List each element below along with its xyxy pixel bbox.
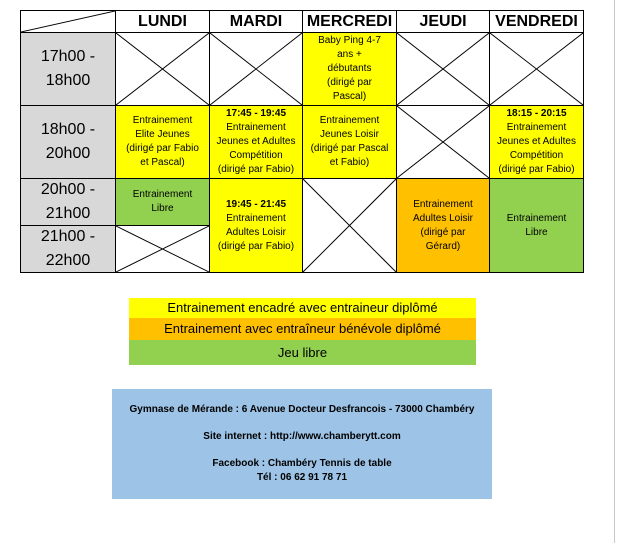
empty-cell-vendredi-17h — [489, 32, 584, 106]
session-line: (dirigé par — [326, 77, 373, 88]
session-adultes-loisir-mardi — [209, 178, 303, 273]
session-line: (dirigé par Fabio) — [498, 164, 575, 175]
day-header-vendredi: VENDREDI — [489, 10, 584, 33]
empty-cell-lundi-21h — [115, 225, 210, 273]
time-slot-20h — [20, 178, 116, 226]
day-header-lundi: LUNDI — [115, 10, 210, 33]
session-line: Jeunes et Adultes — [497, 136, 576, 147]
session-line: Entrainement — [132, 115, 193, 126]
day-header-jeudi: JEUDI — [396, 10, 490, 33]
time-end: 20h00 — [45, 145, 91, 162]
session-baby-ping — [302, 32, 397, 106]
cross-mark — [116, 226, 209, 272]
session-line: (dirigé par Fabio) — [217, 164, 295, 175]
cross-mark — [397, 106, 489, 178]
session-competition-mardi — [209, 105, 303, 179]
corner-cell — [20, 10, 116, 33]
time-start: 17h00 - — [40, 48, 96, 65]
legend-free-play: Jeu libre — [129, 340, 476, 365]
day-header-mardi: MARDI — [209, 10, 303, 33]
empty-cell-jeudi-17h — [396, 32, 490, 106]
session-libre-lundi — [115, 178, 210, 226]
session-line: Entrainement — [226, 212, 286, 224]
session-line: ans + — [337, 49, 362, 60]
session-line: Libre — [525, 226, 548, 238]
session-adultes-loisir-jeudi — [396, 178, 490, 273]
time-start: 20h00 - — [40, 181, 96, 198]
session-line: Compétition — [509, 150, 564, 161]
session-line: Entrainement — [132, 189, 193, 200]
facebook-text: Facebook : Chambéry Tennis de table — [212, 458, 392, 469]
empty-cell-lundi-17h — [115, 32, 210, 106]
session-time: 18:15 - 20:15 — [506, 108, 567, 119]
cross-mark — [490, 33, 583, 105]
cross-mark — [397, 33, 489, 105]
session-line: Elite Jeunes — [135, 129, 190, 140]
session-line: Baby Ping 4-7 — [318, 35, 381, 46]
session-line: Entrainement — [506, 122, 567, 133]
website-link[interactable]: Site internet : http://www.chamberytt.com — [203, 431, 401, 442]
session-line: (dirigé par Fabio — [126, 143, 199, 154]
time-slot-18h — [20, 105, 116, 179]
session-line: Entrainement — [226, 122, 286, 133]
diagonal-line — [21, 11, 115, 32]
time-end: 18h00 — [45, 72, 91, 89]
session-line: (dirigé par — [420, 226, 466, 238]
session-line: Entrainement — [319, 115, 380, 126]
session-line: Entrainement — [413, 198, 473, 210]
cross-mark — [116, 33, 209, 105]
page-edge — [614, 0, 615, 543]
session-time: 17:45 - 19:45 — [225, 108, 287, 119]
phone-text: Tél : 06 62 91 78 71 — [256, 472, 348, 483]
session-line: Jeunes Loisir — [320, 129, 379, 140]
session-line: Pascal) — [332, 91, 367, 102]
session-jeunes-loisir — [302, 105, 397, 179]
session-line: Gérard) — [425, 240, 461, 252]
cross-mark — [210, 33, 302, 105]
session-line: Adultes Loisir — [412, 212, 474, 224]
session-line: Entrainement — [506, 212, 567, 224]
session-line: débutants — [327, 63, 372, 74]
day-header-mercredi: MERCREDI — [302, 10, 397, 33]
empty-cell-jeudi-18h — [396, 105, 490, 179]
time-slot-17h — [20, 32, 116, 106]
address-text: Gymnase de Mérande : 6 Avenue Docteur Desfrancois - 73000 Chambéry — [129, 404, 475, 415]
session-line: et Fabio) — [329, 157, 370, 168]
time-slot-21h — [20, 225, 116, 273]
session-competition-vendredi — [489, 105, 584, 179]
cross-mark — [303, 179, 396, 272]
empty-cell-mercredi-20h — [302, 178, 397, 273]
legend-volunteer-coach: Entrainement avec entraîneur bénévole diplômé — [129, 318, 476, 340]
session-line: (dirigé par Pascal — [310, 143, 389, 154]
session-line: Libre — [151, 203, 174, 214]
session-line: Compétition — [229, 150, 283, 161]
time-end: 21h00 — [45, 205, 91, 222]
session-time: 19:45 - 21:45 — [225, 198, 287, 210]
session-line: Jeunes et Adultes — [216, 136, 296, 147]
session-line: et Pascal) — [140, 157, 185, 168]
session-elite-jeunes — [115, 105, 210, 179]
empty-cell-mardi-17h — [209, 32, 303, 106]
time-start: 18h00 - — [40, 121, 96, 138]
session-line: (dirigé par Fabio) — [217, 240, 295, 252]
time-start: 21h00 - — [40, 228, 96, 245]
time-end: 22h00 — [45, 252, 91, 269]
legend-coach-certified: Entrainement encadré avec entraineur diplômé — [129, 298, 476, 318]
contact-info-box — [112, 389, 492, 499]
session-line: Adultes Loisir — [225, 226, 287, 238]
session-libre-vendredi — [489, 178, 584, 273]
